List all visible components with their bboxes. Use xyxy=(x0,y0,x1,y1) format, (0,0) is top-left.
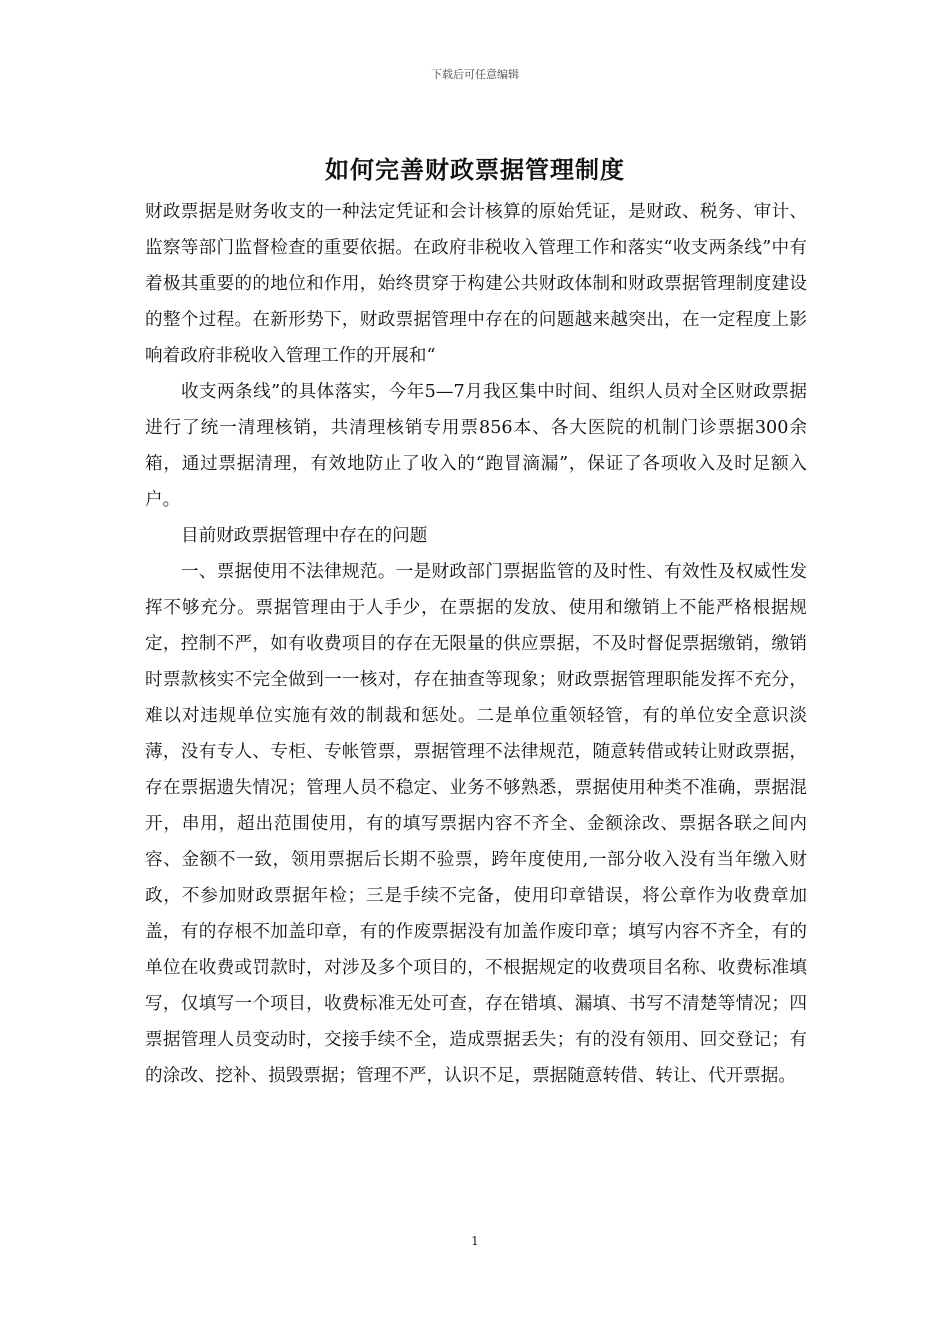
page-number: 1 xyxy=(471,1234,479,1248)
paragraph-intro: 财政票据是财务收支的一种法定凭证和会计核算的原始凭证，是财政、税务、审计、监察等部门监督检查的重要依据。在政府非税收入管理工作和落实“收支两条线”中有着极其重要的的地位和作用，始终贯穿于构建公共财政体制和财政票据管理制度建设的整个过程。在新形势下，财政票据管理中存在的问题越来越突出，在一定程度上影响着政府非税收入管理工作的开展和“ xyxy=(145,202,807,366)
document-title: 如何完善财政票据管理制度 xyxy=(325,156,625,184)
paragraph-problems: 一、票据使用不法律规范。一是财政部门票据监管的及时性、有效性及权威性发挥不够充分。票据管理由于人手少，在票据的发放、使用和缴销上不能严格根据规定，控制不严，如有收费项目的存在无限量的供应票据，不及时督促票据缴销，缴销时票款核实不完全做到一一核对，存在抽查等现象；财政票据管理职能发挥不充分，难以对违规单位实施有效的制裁和惩处。二是单位重领轻管，有的单位安全意识淡薄，没有专人、专柜、专帐管票，票据管理不法律规范，随意转借或转让财政票据，存在票据遗失情况；管理人员不稳定、业务不够熟悉，票据使用种类不准确，票据混开，串用，超出范围使用，有的填写票据内容不齐全、金额涂改、票据各联之间内容、金额不一致，领用票据后长期不验票，跨年度使用,一部分收入没有当年缴入财政，不参加财政票据年检；三是手续不完备，使用印章错误，将公章作为收费章加盖，有的存根不加盖印章，有的作废票据没有加盖作废印章；填写内容不齐全，有的单位在收费或罚款时，对涉及多个项目的，不根据规定的收费项目名称、收费标准填写，仅填写一个项目，收费标准无处可查，存在错填、漏填、书写不清楚等情况；四票据管理人员变动时，交接手续不全，造成票据丢失；有的没有领用、回交登记；有的涂改、挖补、损毁票据；管理不严，认识不足，票据随意转借、转让、代开票据。 xyxy=(145,562,807,1086)
section-heading: 目前财政票据管理中存在的问题 xyxy=(181,526,428,546)
page-header-note: 下载后可任意编辑 xyxy=(431,68,519,81)
paragraph-cleanup: 收支两条线”的具体落实，今年5—7月我区集中时间、组织人员对全区财政票据进行了统一清理核销，共清理核销专用票856本、各大医院的机制门诊票据300余箱，通过票据清理，有效地防止了收入的“跑冒滴漏”，保证了各项收入及时足额入户。 xyxy=(145,382,807,510)
document-body xyxy=(145,194,807,1094)
